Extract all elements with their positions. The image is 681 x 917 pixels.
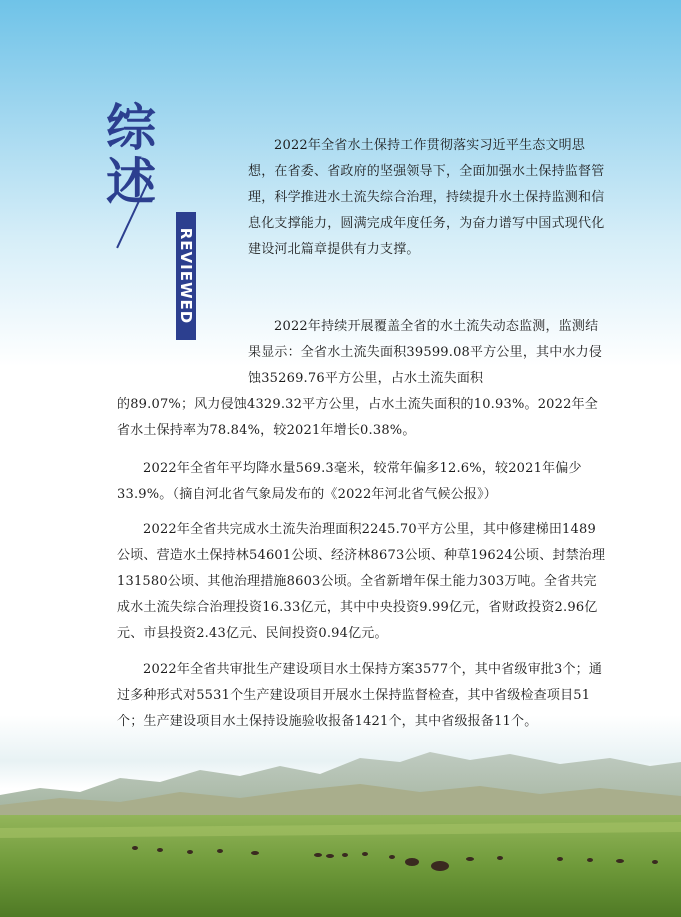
grassland-landscape-image [0, 740, 681, 917]
reviewed-tag-label: REVIEWED [177, 227, 195, 325]
reviewed-tag [176, 212, 196, 340]
paragraph-5: 2022年全省共审批生产建设项目水土保持方案3577个，其中省级审批3个；通过多种形式对5531个生产建设项目开展水土保持监督检查，其中省级检查项目51个；生产建设项目水土保持设施验收报备1421个，其中省级报备11个。 [117, 662, 603, 729]
title-char-2: 述 [106, 153, 156, 211]
paragraph-2-head: 2022年持续开展覆盖全省的水土流失动态监测，监测结果显示：全省水土流失面积39599.08平方公里，其中水力侵蚀35269.76平方公里，占水土流失面积 [248, 319, 603, 386]
paragraph-1: 2022年全省水土保持工作贯彻落实习近平生态文明思想，在省委、省政府的坚强领导下，全面加强水土保持监督管理，科学推进水土流失综合治理，持续提升水土保持监测和信息化支撑能力，圆满完成年度任务，为奋力谱写中国式现代化建设河北篇章提供有力支撑。 [248, 138, 605, 257]
paragraph-4: 2022年全省共完成水土流失治理面积2245.70平方公里，其中修建梯田1489公顷、营造水土保持林54601公顷、经济林8673公顷、种草19624公顷、封禁治理131580公顷、其他治理措施8603公顷。全省新增年保土能力303万吨。全省共完成水土流失综合治理投资16.33亿元，其中中央投资9.99亿元，省财政投资2.96亿元、市县投资2.43亿元、民间投资0.94亿元。 [117, 522, 606, 641]
paragraph-2-tail: 的89.07%；风力侵蚀4329.32平方公里，占水土流失面积的10.93%。2022年全省水土保持率为78.84%，较2021年增长0.38%。 [117, 397, 598, 438]
paragraph-3: 2022年全省年平均降水量569.3毫米，较常年偏多12.6%，较2021年偏少33.9%。（摘自河北省气象局发布的《2022年河北省气候公报》） [117, 461, 582, 502]
title-char-1: 综 [106, 99, 156, 157]
